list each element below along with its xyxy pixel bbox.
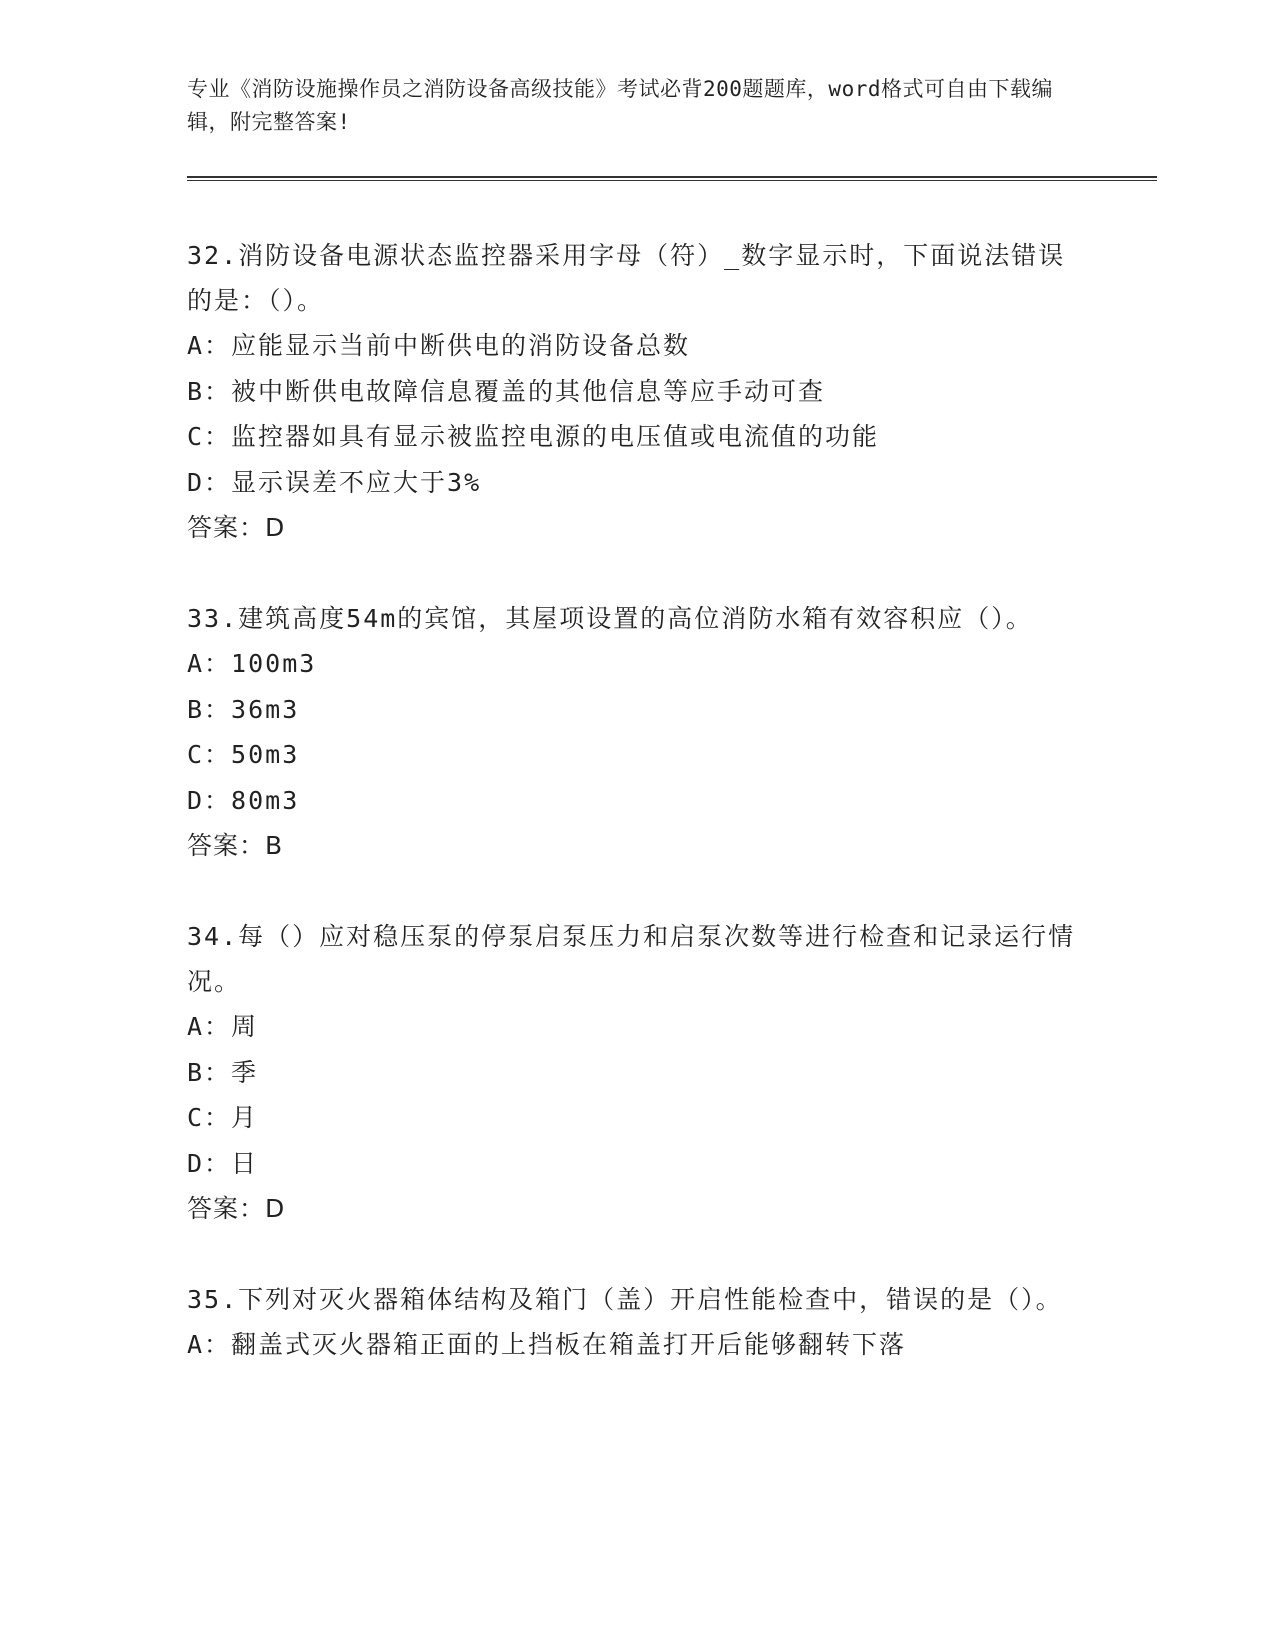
option-d: D：日 xyxy=(187,1148,259,1178)
option-a: A：翻盖式灭火器箱正面的上挡板在箱盖打开后能够翻转下落 xyxy=(187,1330,907,1359)
option-d: D：显示误差不应大于3% xyxy=(187,467,482,497)
option-a: A：应能显示当前中断供电的消防设备总数 xyxy=(187,331,691,360)
document-intro: 专业《消防设施操作员之消防设备高级技能》考试必背200题题库，word格式可自由下载编辑，附完整答案! xyxy=(187,77,1053,134)
option-b: B：被中断供电故障信息覆盖的其他信息等应手动可查 xyxy=(187,376,826,406)
option-b: B：季 xyxy=(187,1057,259,1087)
option-b: B：36m3 xyxy=(187,694,300,724)
header-divider xyxy=(187,176,1157,181)
option-a: A：周 xyxy=(187,1012,259,1041)
option-d: D：80m3 xyxy=(187,785,300,815)
option-c: C：监控器如具有显示被监控电源的电压值或电流值的功能 xyxy=(187,422,880,451)
question-stem: 35.下列对灭火器箱体结构及箱门（盖）开启性能检查中，错误的是（）。 xyxy=(187,1285,1063,1314)
question-33 xyxy=(187,596,1077,868)
question-35 xyxy=(187,1277,1077,1368)
answer-line: 答案：D xyxy=(187,513,286,542)
question-stem: 32.消防设备电源状态监控器采用字母（符）_数字显示时，下面说法错误的是：（）。 xyxy=(187,241,1066,315)
answer-line: 答案：B xyxy=(187,831,284,860)
question-34 xyxy=(187,914,1077,1231)
option-c: C：50m3 xyxy=(187,740,300,769)
answer-line: 答案：D xyxy=(187,1194,286,1223)
question-32 xyxy=(187,233,1077,550)
question-stem: 33.建筑高度54m的宾馆，其屋项设置的高位消防水箱有效容积应（）。 xyxy=(187,604,1033,633)
question-stem: 34.每（）应对稳压泵的停泵启泵压力和启泵次数等进行检查和记录运行情况。 xyxy=(187,922,1076,996)
question-list xyxy=(187,233,1077,1414)
option-a: A：100m3 xyxy=(187,649,317,678)
option-c: C：月 xyxy=(187,1103,259,1132)
